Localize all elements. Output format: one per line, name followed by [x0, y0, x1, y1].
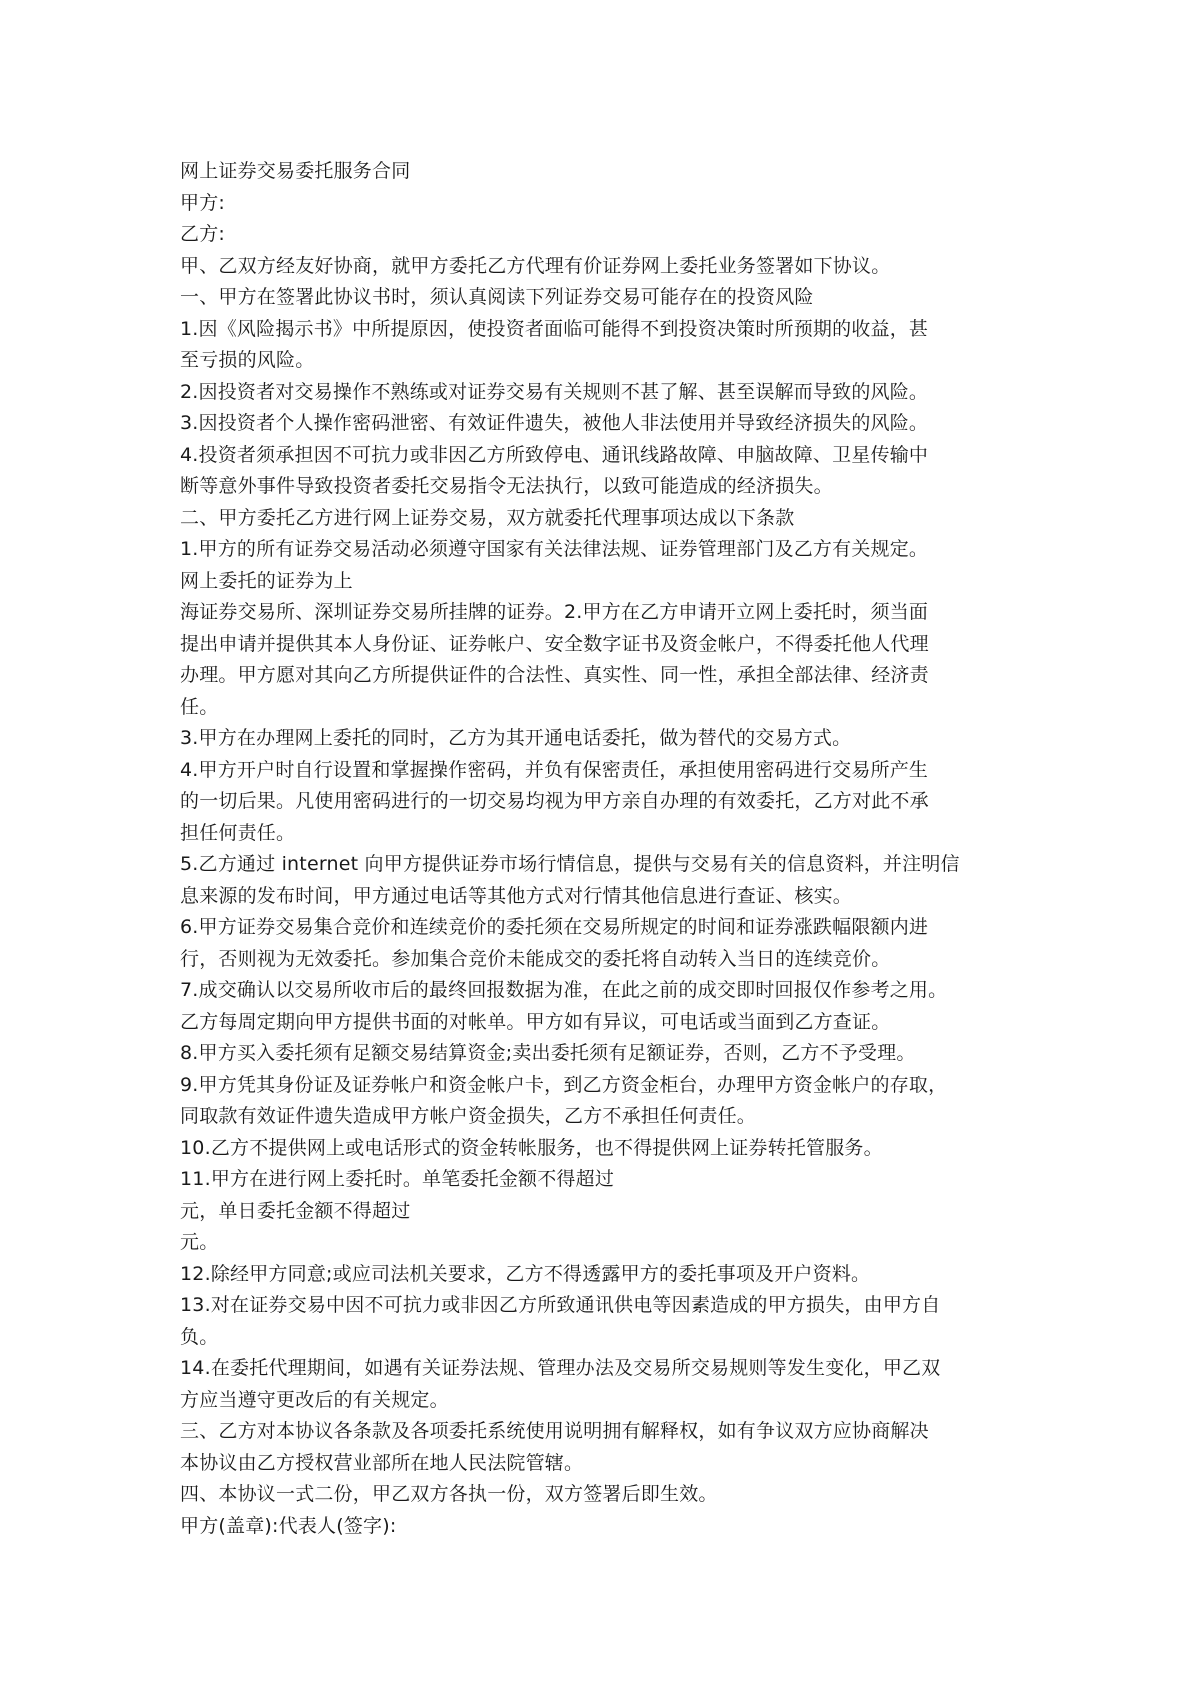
text-line: 乙方: [180, 223, 226, 245]
text-line: 14.在委托代理期间，如遇有关证券法规、管理办法及交易所交易规则等发生变化，甲乙双 [180, 1357, 941, 1379]
text-line: 5.乙方通过 internet 向甲方提供证券市场行情信息，提供与交易有关的信息资料，并注明信 [180, 853, 960, 875]
text-line: 3.因投资者个人操作密码泄密、有效证件遗失，被他人非法使用并导致经济损失的风险。 [180, 412, 929, 434]
text-line: 9.甲方凭其身份证及证券帐户和资金帐户卡，到乙方资金柜台，办理甲方资金帐户的存取， [180, 1073, 948, 1096]
text-line: 7.成交确认以交易所收市后的最终回报数据为准，在此之前的成交即时回报仅作参考之用。 [180, 979, 948, 1001]
text-line: 10.乙方不提供网上或电话形式的资金转帐服务，也不得提供网上证券转托管服务。 [180, 1136, 883, 1159]
text-line: 6.甲方证券交易集合竞价和连续竞价的委托须在交易所规定的时间和证券涨跌幅限额内进 [180, 916, 929, 938]
text-line: 任。 [180, 695, 219, 718]
text-line: 至亏损的风险。 [180, 349, 315, 371]
text-line: 1.甲方的所有证券交易活动必须遵守国家有关法律法规、证券管理部门及乙方有关规定。 [180, 538, 929, 560]
text-line: 方应当遵守更改后的有关规定。 [180, 1388, 449, 1411]
text-line: 行，否则视为无效委托。参加集合竞价未能成交的委托将自动转入当日的连续竞价。 [180, 947, 891, 970]
text-line: 1.因《风险揭示书》中所提原因，使投资者面临可能得不到投资决策时所预期的收益，甚 [180, 317, 929, 340]
text-line: 11.甲方在进行网上委托时。单笔委托金额不得超过 [180, 1168, 615, 1190]
text-line: 本协议由乙方授权营业部所在地人民法院管辖。 [180, 1451, 584, 1474]
text-line: 8.甲方买入委托须有足额交易结算资金;卖出委托须有足额证券，否则，乙方不予受理。 [180, 1042, 916, 1064]
text-line: 元，单日委托金额不得超过 [180, 1199, 411, 1222]
document-title: 网上证券交易委托服务合同 [180, 160, 411, 182]
text-line: 4.投资者须承担因不可抗力或非因乙方所致停电、通讯线路故障、申脑故障、卫星传输中 [180, 443, 929, 466]
text-line: 办理。甲方愿对其向乙方所提供证件的合法性、真实性、同一性，承担全部法律、经济责 [180, 664, 929, 686]
section-heading: 四、本协议一式二份，甲乙双方各执一份，双方签署后即生效。 [180, 1483, 718, 1505]
text-line: 断等意外事件导致投资者委托交易指令无法执行，以致可能造成的经济损失。 [180, 475, 833, 497]
text-line: 提出申请并提供其本人身份证、证券帐户、安全数字证书及资金帐户，不得委托他人代理 [180, 632, 929, 655]
text-line: 同取款有效证件遗失造成甲方帐户资金损失，乙方不承担任何责任。 [180, 1105, 757, 1127]
section-heading: 三、乙方对本协议各条款及各项委托系统使用说明拥有解释权，如有争议双方应协商解决 [180, 1420, 929, 1442]
text-line: 的一切后果。凡使用密码进行的一切交易均视为甲方亲自办理的有效委托，乙方对此不承 [180, 790, 929, 812]
signature-line: 甲方(盖章):代表人(签字): [180, 1514, 397, 1537]
text-line: 网上委托的证券为上 [180, 569, 353, 592]
text-line: 海证券交易所、深圳证券交易所挂牌的证券。2.甲方在乙方申请开立网上委托时，须当面 [180, 601, 929, 623]
text-line: 甲方: [180, 191, 226, 214]
text-line: 息来源的发布时间，甲方通过电话等其他方式对行情其他信息进行查证、核实。 [180, 884, 853, 907]
text-line: 元。 [180, 1231, 219, 1253]
text-line: 负。 [180, 1325, 219, 1348]
text-line: 4.甲方开户时自行设置和掌握操作密码，并负有保密责任，承担使用密码进行交易所产生 [180, 758, 929, 781]
text-line: 甲、乙双方经友好协商，就甲方委托乙方代理有价证券网上委托业务签署如下协议。 [180, 254, 891, 277]
text-line: 13.对在证券交易中因不可抗力或非因乙方所致通讯供电等因素造成的甲方损失，由甲方自 [180, 1294, 941, 1316]
section-heading: 二、甲方委托乙方进行网上证券交易，双方就委托代理事项达成以下条款 [180, 506, 795, 529]
text-line: 12.除经甲方同意;或应司法机关要求，乙方不得透露甲方的委托事项及开户资料。 [180, 1262, 871, 1285]
document-body [180, 156, 1020, 1542]
text-line: 3.甲方在办理网上委托的同时，乙方为其开通电话委托，做为替代的交易方式。 [180, 727, 852, 749]
text-line: 担任何责任。 [180, 821, 296, 844]
text-line: 2.因投资者对交易操作不熟练或对证券交易有关规则不甚了解、甚至误解而导致的风险。 [180, 380, 929, 403]
text-line: 乙方每周定期向甲方提供书面的对帐单。甲方如有异议，可电话或当面到乙方查证。 [180, 1010, 891, 1033]
section-heading: 一、甲方在签署此协议书时，须认真阅读下列证券交易可能存在的投资风险 [180, 286, 814, 308]
